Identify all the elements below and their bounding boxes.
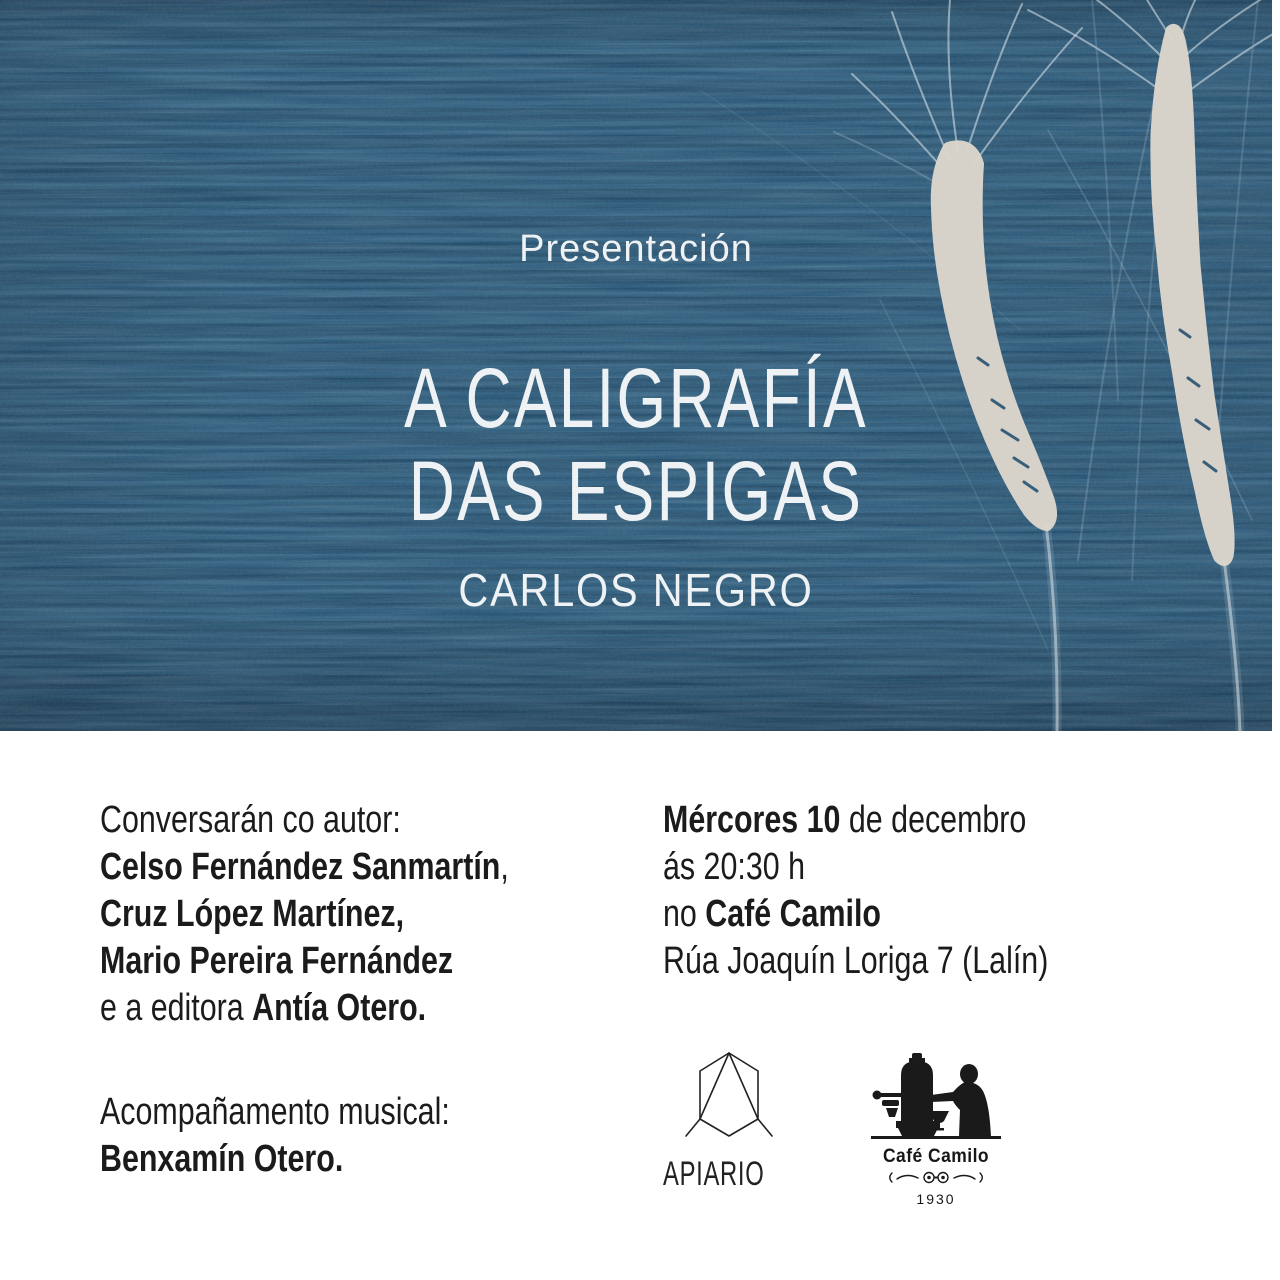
book-title — [153, 352, 1120, 538]
music-heading: Acompañamento musical: — [100, 1091, 450, 1133]
cafe-camilo-name: Café Camilo — [882, 1146, 990, 1167]
speakers-block — [100, 797, 509, 1032]
cafe-camilo-year: 1930 — [916, 1191, 956, 1207]
apiario-logo — [663, 1049, 795, 1194]
speaker-3: Mario Pereira Fernández — [100, 940, 454, 982]
music-block — [100, 1089, 450, 1183]
event-venue: no Café Camilo — [663, 893, 881, 935]
speakers-heading: Conversarán co autor: — [100, 799, 401, 841]
barista-espresso-machine-icon — [869, 1049, 1003, 1139]
cafe-camilo-logo — [869, 1049, 1003, 1207]
event-address: Rúa Joaquín Loriga 7 (Lalín) — [663, 940, 1049, 982]
apiario-wordmark: APIARIO — [663, 1155, 765, 1193]
kicker-label: Presentación — [519, 228, 753, 270]
speaker-1: Celso Fernández Sanmartín, — [100, 846, 509, 888]
event-time: ás 20:30 h — [663, 846, 805, 888]
event-date: Mércores 10 de decembro — [663, 799, 1027, 841]
logos-row — [663, 1049, 1003, 1207]
book-title-line2: DAS ESPIGAS — [408, 444, 864, 538]
hexagon-beehive-icon — [666, 1049, 792, 1141]
musician-name: Benxamín Otero. — [100, 1138, 344, 1180]
book-title-line1: A CALIGRAFÍA — [404, 351, 868, 445]
ornament-flourish-icon — [884, 1170, 988, 1185]
info-section — [0, 731, 1280, 1280]
event-block — [663, 797, 1048, 985]
speaker-2: Cruz López Martínez, — [100, 893, 405, 935]
editor-line: e a editora Antía Otero. — [100, 987, 427, 1029]
author-name: CARLOS NEGRO — [458, 564, 814, 616]
